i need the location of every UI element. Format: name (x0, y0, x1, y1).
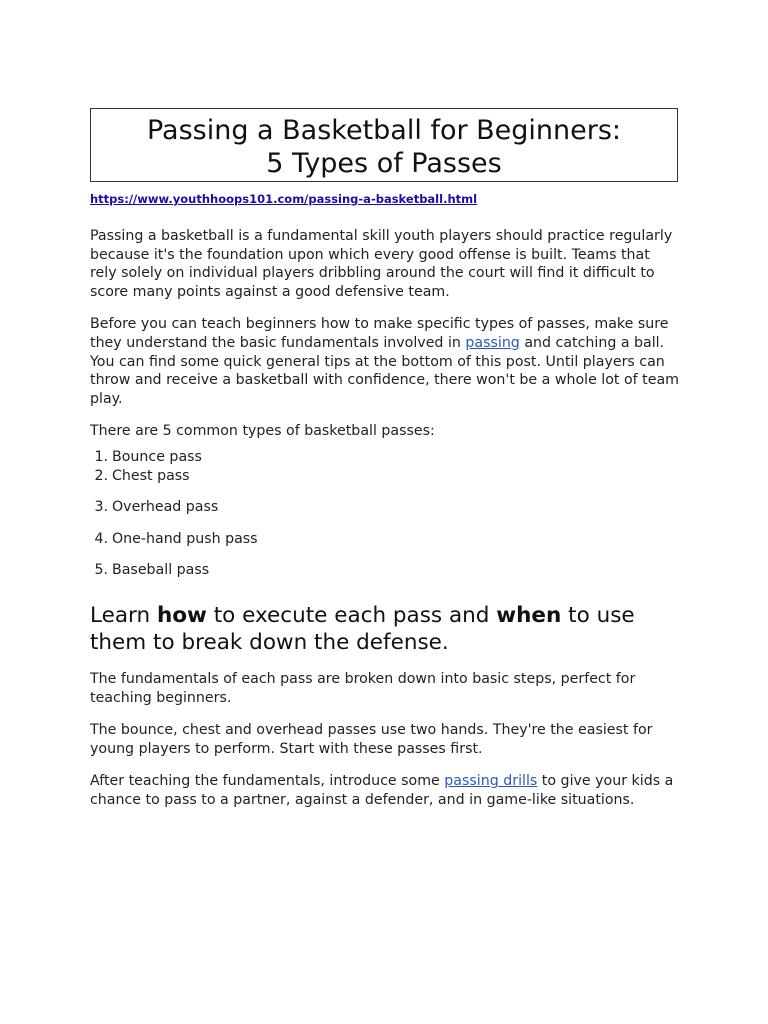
list-item (90, 561, 680, 580)
list-label: One-hand push pass (112, 530, 258, 547)
title-line-2: 5 Types of Passes (266, 148, 502, 179)
document-page (90, 108, 680, 809)
two-hands-paragraph: The bounce, chest and overhead passes use two hands. They're the easiest for young players to perform. Start with these passes first. (90, 722, 653, 757)
list-number: 1. (94, 448, 108, 465)
list-intro: There are 5 common types of basketball passes: (90, 423, 435, 440)
list-item (90, 530, 680, 549)
passes-list (90, 448, 680, 580)
after-text-2: to give your kids a chance to pass to a partner, against a defender, and in game-like situations. (90, 773, 674, 808)
section-subheading (90, 602, 680, 656)
passing-link[interactable]: passing (465, 334, 520, 351)
list-item (90, 467, 680, 486)
list-number: 2. (94, 467, 108, 484)
subhead-bold-when: when (496, 602, 562, 628)
fundamentals-paragraph: The fundamentals of each pass are broken down into basic steps, perfect for teaching beginners. (90, 670, 636, 706)
before-text-2: and catching a ball. You can find some quick general tips at the bottom of this post. Until players can throw and receive a basketball with confidence, there won't be a whole lot of team play. (90, 334, 679, 407)
after-text-1: After teaching the fundamentals, introduce some (90, 773, 445, 790)
list-number: 5. (94, 562, 108, 579)
list-item (90, 448, 680, 467)
fundamentals-intro-paragraph (90, 315, 680, 408)
list-label: Chest pass (112, 467, 190, 484)
list-item (90, 498, 680, 517)
before-text-1: Before you can teach beginners how to make specific types of passes, make sure they understand the basic fundamentals involved in (90, 316, 669, 351)
source-url-link[interactable]: https://www.youthhoops101.com/passing-a-basketball.html (90, 192, 478, 206)
title-line-1: Passing a Basketball for Beginners: (146, 115, 622, 146)
list-label: Bounce pass (112, 448, 202, 465)
list-number: 4. (94, 530, 108, 547)
intro-paragraph: Passing a basketball is a fundamental skill youth players should practice regularly because it's the foundation upon which every good offense is built. Teams that rely solely on individual players dribbling around the court will find it difficult to score many points against a good defensive team. (90, 228, 673, 300)
list-label: Overhead pass (112, 499, 219, 516)
subhead-bold-how: how (156, 602, 207, 628)
drills-paragraph (90, 772, 680, 809)
subhead-part-1: Learn (90, 602, 157, 628)
subhead-part-3: to use them to break down the defense. (90, 602, 635, 655)
list-number: 3. (94, 499, 108, 516)
subhead-part-2: to execute each pass and (206, 602, 497, 628)
title-box (90, 108, 678, 182)
list-label: Baseball pass (112, 562, 210, 579)
passing-drills-link[interactable]: passing drills (444, 773, 538, 790)
